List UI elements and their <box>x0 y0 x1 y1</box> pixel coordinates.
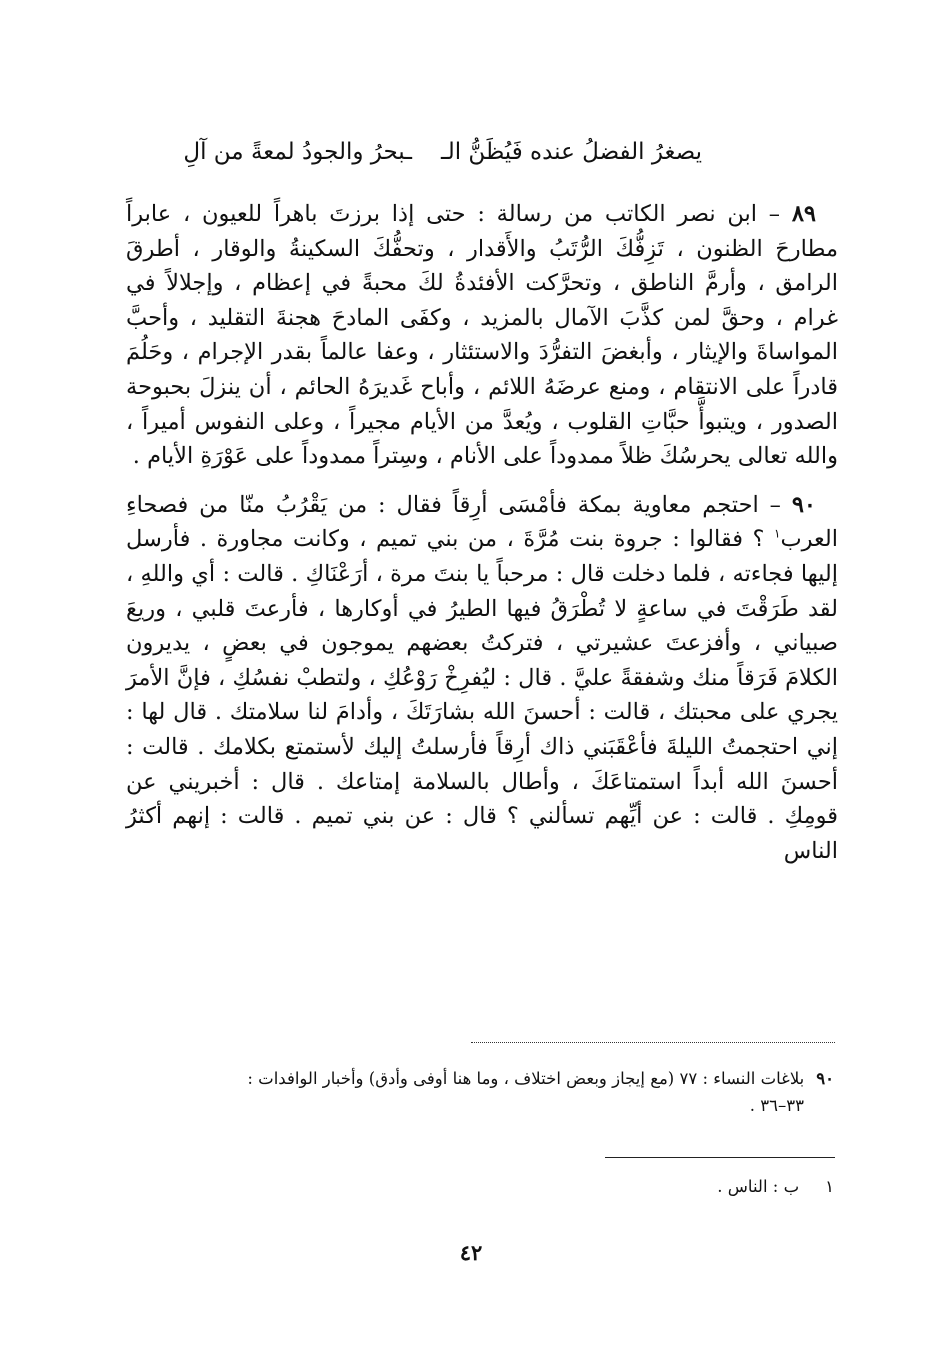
page-number: ٤٢ <box>459 1240 483 1265</box>
entry-89 <box>126 197 838 474</box>
verse-second-hemistich: ـبحرُ والجودُ لمعةً من آلِ <box>183 139 412 165</box>
footnote-reference: ١ <box>773 526 781 541</box>
source-note <box>134 1065 834 1119</box>
source-note-line-2: ٣٣–٣٦ . <box>749 1096 804 1115</box>
footnote <box>717 1175 834 1199</box>
footnote-divider <box>605 1157 835 1158</box>
entry-text: – ابن نصر الكاتب من رسالة : حتى إذا برزتَ باهراً للعيون ، عابراً مطارحَ الظنون ، تَزِفُّكَ الرُّتَبُ والأَقدار ، وتحفُّكَ السكينةُ والوقار ، أطرقَ الرامق ، وأرمَّ الناطق ، وتحرَّكت الأفئدةُ لكَ محبةً في إعظام ، وإجلالاً في غرام ، وحقَّ لمن كذَّبَ الآمال بالمزيد ، وكفَى المادحَ هجنةَ التقليد ، وأحبَّ المواساةَ والإيثار ، وأبغضَ التفرُّدَ والاستئثار ، وعفا عالماً بقدر الإجرام ، وحَلُمَ قادراً على الانتقام ، ومنع عرضَهُ اللائم ، وأباح غَديرَهُ الحائم ، أن ينزلَ بحبوحة الصدور ، ويتبوأَّ حبَّاتِ القلوب ، ويُعدَّ من الأيام مجيراً ، وعلى النفوس أميراً ، والله تعالى يحرسُكَ ظلاً ممدوداً على الأنام ، وسِتراً ممدوداً على عَوْرَةِ الأيام . <box>126 201 838 470</box>
entry-text-part-2: ؟ فقالوا : جروة بنت مُرَّةَ ، من بني تميم ، وكانت مجاورة . فأرسل إليها فجاءته ، فلما دخلت قال : مرحباً يا بنتَ مرة ، أرَعْنَاكِ . قالت : أي واللهِ ، لقد طَرَقْتَ في ساعةٍ لا تُطْرَقُ فيها الطيرُ في أوكارها ، فأرعتَ قلبي ، وريعَ صبياني ، وأفزعتَ عشيرتي ، فتركتُ بعضهم يموجون في بعضٍ ، يديرون الكلامَ فَرَقاً منك وشفقةً عليَّ . قال : ليُفرِخْ رَوْعُكِ ، ولتطبْ نفسُكِ ، فإنَّ الأمرَ يجري على محبتك ، قالت : أحسنَ الله بشارَتَكَ ، وأدامَ لنا سلامتك . قال لها : إني احتجمتُ الليلةَ فأعْقَبَني ذاك أرِقاً فأرسلتُ إليك لأستمتع بكلامك . قالت : أحسنَ الله أبداً استمتاعَكَ ، وأطال بالسلامة إمتاعك . قال : أخبريني عن قومِكِ . قالت : عن أيِّهم تسألني ؟ قال : عن بني تميم . قالت : إنهم أكثرُ الناس <box>126 526 838 864</box>
source-note-line-1: بلاغات النساء : ٧٧ (مع إيجاز وبعض اختلاف ، وما هنا أوفى وأدق) وأخبار الوافدات : <box>247 1069 805 1088</box>
footnote-number: ١ <box>825 1177 834 1196</box>
entry-number: ٨٩ <box>791 201 816 227</box>
entry-number: ٩٠ <box>791 491 816 518</box>
verse-first-hemistich: يصغرُ الفضلُ عنده فَيُظَنُّ الـ <box>440 139 702 165</box>
source-note-number: ٩٠ <box>816 1069 834 1088</box>
main-text <box>126 197 838 868</box>
entry-90 <box>126 488 838 869</box>
entry-text-part-1: – احتجم معاوية بمكة فأمْسَى أرِقاً فقال : من يَقْرُبُ منّا من فصحاءِ العرب <box>126 491 838 553</box>
footnote-text: ب : الناس . <box>717 1177 800 1196</box>
source-divider <box>471 1042 835 1043</box>
